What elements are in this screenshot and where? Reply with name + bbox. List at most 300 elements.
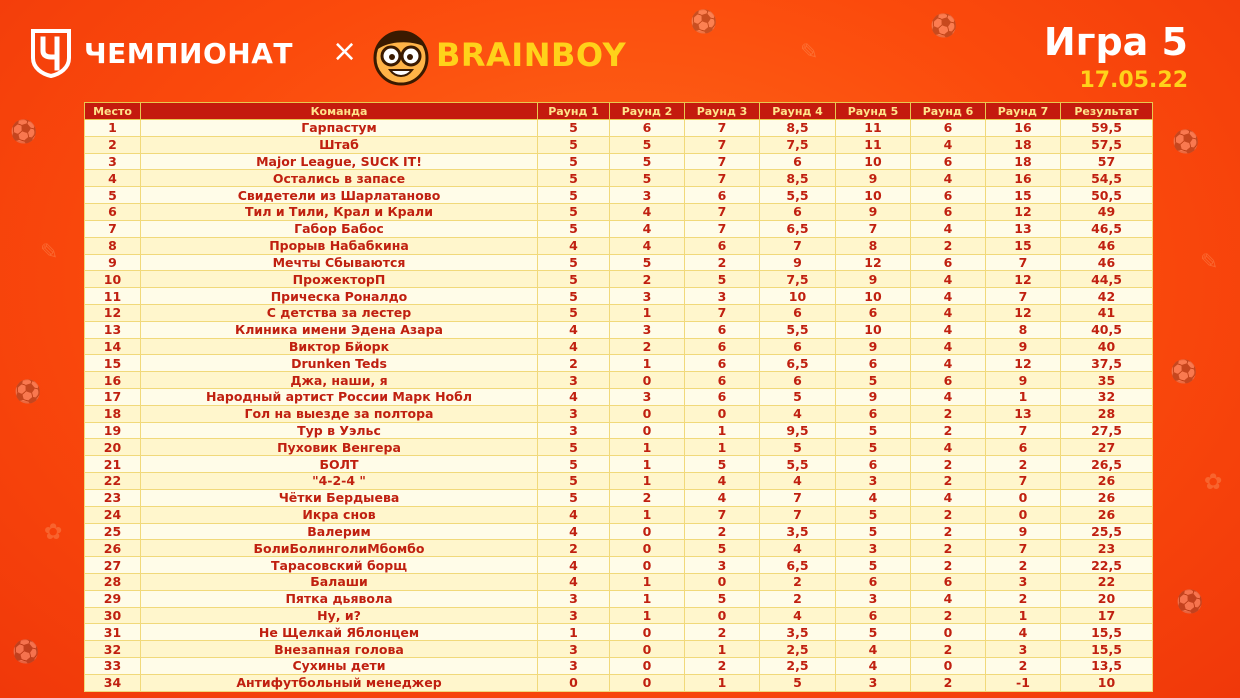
score-cell: 46 [1061,254,1153,271]
score-cell: 5 [685,540,760,557]
table-row [85,170,1153,187]
team-name-cell: Чётки Бердыева [141,489,538,506]
place-cell: 30 [85,607,141,624]
score-cell: 5 [610,136,685,153]
score-cell: 2 [911,607,986,624]
game-date: 17.05.22 [1079,68,1188,93]
team-name-cell: Виктор Бйорк [141,338,538,355]
place-cell: 4 [85,170,141,187]
score-cell: 3 [538,405,610,422]
score-cell: 4 [911,170,986,187]
score-cell: 6,5 [760,355,836,372]
score-cell: 0 [685,573,760,590]
score-cell: 1 [610,607,685,624]
place-cell: 29 [85,590,141,607]
score-cell: 3 [538,607,610,624]
score-cell: 4 [760,405,836,422]
score-cell: 13 [986,220,1061,237]
score-cell: 7 [685,170,760,187]
table-row [85,540,1153,557]
score-cell: 40 [1061,338,1153,355]
score-cell: 9 [986,338,1061,355]
team-name-cell: Свидетели из Шарлатаново [141,187,538,204]
score-cell: 2 [911,506,986,523]
score-cell: 9 [986,372,1061,389]
score-cell: 7 [836,220,911,237]
score-cell: 7 [685,204,760,221]
score-cell: 2 [911,456,986,473]
decorative-doodle: ⚽ [12,640,40,665]
score-cell: 0 [610,557,685,574]
score-cell: 10 [836,153,911,170]
column-header: Раунд 1 [538,103,610,120]
table-row [85,355,1153,372]
score-cell: 5 [610,170,685,187]
score-cell: 6 [911,254,986,271]
score-cell: 3 [836,473,911,490]
column-header: Раунд 7 [986,103,1061,120]
place-cell: 21 [85,456,141,473]
score-cell: 5 [685,271,760,288]
score-cell: 0 [610,641,685,658]
score-cell: 2 [911,540,986,557]
table-row [85,389,1153,406]
score-cell: 0 [610,422,685,439]
score-cell: 3 [610,187,685,204]
score-cell: 9,5 [760,422,836,439]
place-cell: 24 [85,506,141,523]
table-row [85,405,1153,422]
score-cell: 5 [538,120,610,137]
column-header: Раунд 2 [610,103,685,120]
score-cell: 6 [685,187,760,204]
score-cell: 5 [538,304,610,321]
team-name-cell: Мечты Сбываются [141,254,538,271]
score-cell: 27 [1061,439,1153,456]
score-cell: 6 [685,355,760,372]
score-cell: 2 [911,674,986,691]
table-row [85,321,1153,338]
score-cell: 2 [911,237,986,254]
score-cell: 12 [836,254,911,271]
team-name-cell: Клиника имени Эдена Азара [141,321,538,338]
score-cell: 6 [911,120,986,137]
team-name-cell: Балаши [141,573,538,590]
score-cell: 12 [986,304,1061,321]
table-header-row [85,103,1153,120]
score-cell: 1 [986,607,1061,624]
score-cell: 7 [685,120,760,137]
score-cell: 4 [911,288,986,305]
score-cell: 25,5 [1061,523,1153,540]
table-row [85,557,1153,574]
score-cell: 13,5 [1061,658,1153,675]
team-name-cell: Прическа Роналдо [141,288,538,305]
score-cell: 17 [1061,607,1153,624]
team-name-cell: Штаб [141,136,538,153]
team-name-cell: Габор Бабос [141,220,538,237]
score-cell: 11 [836,120,911,137]
table-row [85,523,1153,540]
team-name-cell: Прорыв Набабкина [141,237,538,254]
score-cell: 5 [538,254,610,271]
place-cell: 34 [85,674,141,691]
score-cell: 0 [610,624,685,641]
score-cell: 9 [836,389,911,406]
place-cell: 8 [85,237,141,254]
score-cell: 5 [760,439,836,456]
place-cell: 7 [85,220,141,237]
decorative-doodle: ✿ [1204,470,1223,495]
score-cell: 5 [538,489,610,506]
score-cell: 27,5 [1061,422,1153,439]
score-cell: 26 [1061,489,1153,506]
score-cell: -1 [986,674,1061,691]
score-cell: 40,5 [1061,321,1153,338]
score-cell: 6 [760,204,836,221]
score-cell: 4 [760,473,836,490]
score-cell: 5 [538,136,610,153]
score-cell: 49 [1061,204,1153,221]
score-cell: 6 [911,573,986,590]
score-cell: 3 [610,321,685,338]
score-cell: 0 [986,489,1061,506]
score-cell: 4 [538,389,610,406]
game-title: Игра 5 [1043,20,1188,64]
team-name-cell: Пуховик Венгера [141,439,538,456]
score-cell: 10 [836,288,911,305]
score-cell: 54,5 [1061,170,1153,187]
decorative-doodle: ⚽ [10,120,38,145]
score-cell: 4 [911,338,986,355]
brainboy-brand: BRAINBOY [436,36,627,74]
decorative-doodle: ⚽ [690,10,718,35]
score-cell: 5 [538,220,610,237]
score-cell: 4 [986,624,1061,641]
score-cell: 7 [986,288,1061,305]
score-cell: 3 [986,573,1061,590]
team-name-cell: Major League, SUCK IT! [141,153,538,170]
table-row [85,220,1153,237]
score-cell: 2,5 [760,658,836,675]
score-cell: 1 [685,422,760,439]
score-cell: 6 [836,405,911,422]
score-cell: 1 [538,624,610,641]
score-cell: 7 [685,136,760,153]
score-cell: 4 [538,557,610,574]
score-cell: 2 [911,405,986,422]
score-cell: 2 [610,338,685,355]
table-row [85,422,1153,439]
table-row [85,624,1153,641]
team-name-cell: "4-2-4 " [141,473,538,490]
score-cell: 1 [610,304,685,321]
score-cell: 6 [760,372,836,389]
score-cell: 3 [538,422,610,439]
score-cell: 46 [1061,237,1153,254]
score-cell: 2 [760,573,836,590]
team-name-cell: ПрожекторП [141,271,538,288]
score-cell: 0 [538,674,610,691]
score-cell: 6 [760,304,836,321]
score-cell: 5 [836,439,911,456]
score-cell: 2 [538,540,610,557]
score-cell: 4 [760,607,836,624]
column-header: Раунд 3 [685,103,760,120]
score-cell: 5 [836,422,911,439]
place-cell: 27 [85,557,141,574]
score-cell: 57 [1061,153,1153,170]
place-cell: 16 [85,372,141,389]
score-cell: 3,5 [760,624,836,641]
score-cell: 0 [610,658,685,675]
score-cell: 5 [538,473,610,490]
team-name-cell: С детства за лестер [141,304,538,321]
score-cell: 35 [1061,372,1153,389]
place-cell: 2 [85,136,141,153]
score-cell: 4 [538,321,610,338]
table-row [85,338,1153,355]
score-cell: 1 [685,439,760,456]
score-cell: 10 [836,187,911,204]
score-cell: 7 [760,489,836,506]
score-cell: 7 [986,422,1061,439]
table-row [85,658,1153,675]
score-cell: 0 [911,624,986,641]
score-cell: 2 [685,658,760,675]
score-cell: 7 [760,237,836,254]
score-cell: 2 [610,271,685,288]
score-cell: 46,5 [1061,220,1153,237]
score-cell: 5 [760,389,836,406]
score-cell: 26 [1061,506,1153,523]
score-cell: 4 [836,641,911,658]
score-cell: 1 [610,439,685,456]
score-cell: 9 [986,523,1061,540]
score-cell: 8 [986,321,1061,338]
place-cell: 28 [85,573,141,590]
score-cell: 2 [685,254,760,271]
score-cell: 5,5 [760,321,836,338]
score-cell: 6 [685,321,760,338]
score-cell: 6 [836,573,911,590]
table-row [85,187,1153,204]
score-cell: 20 [1061,590,1153,607]
score-cell: 0 [610,540,685,557]
decorative-doodle: ⚽ [1176,590,1204,615]
decorative-doodle: ⚽ [1170,360,1198,385]
score-cell: 4 [911,355,986,372]
score-cell: 18 [986,153,1061,170]
score-cell: 3 [685,557,760,574]
column-header: Раунд 6 [911,103,986,120]
score-cell: 15,5 [1061,641,1153,658]
score-cell: 12 [986,355,1061,372]
place-cell: 11 [85,288,141,305]
score-cell: 3 [538,372,610,389]
score-cell: 5,5 [760,456,836,473]
score-cell: 8,5 [760,170,836,187]
score-cell: 7 [685,220,760,237]
score-cell: 5 [538,271,610,288]
score-cell: 7 [685,304,760,321]
score-cell: 6 [911,153,986,170]
championat-brand: ЧЕМПИОНАТ [84,37,293,70]
score-cell: 2 [685,624,760,641]
score-cell: 7,5 [760,136,836,153]
score-cell: 7,5 [760,271,836,288]
score-cell: 2 [760,590,836,607]
score-cell: 37,5 [1061,355,1153,372]
score-cell: 8 [836,237,911,254]
score-cell: 4 [911,489,986,506]
column-header: Раунд 5 [836,103,911,120]
score-cell: 5 [538,170,610,187]
score-cell: 7 [760,506,836,523]
score-cell: 1 [986,389,1061,406]
team-name-cell: Остались в запасе [141,170,538,187]
score-cell: 9 [836,338,911,355]
place-cell: 6 [85,204,141,221]
place-cell: 5 [85,187,141,204]
brainboy-mascot-icon [370,22,432,86]
team-name-cell: Тарасовский борщ [141,557,538,574]
score-cell: 26 [1061,473,1153,490]
score-cell: 16 [986,120,1061,137]
score-cell: 4 [538,506,610,523]
score-cell: 5 [538,456,610,473]
decorative-doodle: ✎ [40,240,59,265]
score-cell: 0 [610,405,685,422]
table-row [85,136,1153,153]
team-name-cell: БОЛТ [141,456,538,473]
score-cell: 6,5 [760,220,836,237]
score-cell: 3 [610,288,685,305]
place-cell: 14 [85,338,141,355]
score-cell: 3 [538,590,610,607]
championat-logo-icon [30,28,72,78]
score-cell: 4 [911,304,986,321]
score-cell: 8,5 [760,120,836,137]
score-cell: 22 [1061,573,1153,590]
score-cell: 15,5 [1061,624,1153,641]
score-cell: 1 [610,456,685,473]
team-name-cell: Антифутбольный менеджер [141,674,538,691]
score-cell: 3 [685,288,760,305]
score-cell: 6 [836,456,911,473]
score-cell: 2 [911,557,986,574]
table-row [85,590,1153,607]
score-cell: 0 [986,506,1061,523]
score-cell: 12 [986,204,1061,221]
score-cell: 6 [685,389,760,406]
decorative-doodle: ✎ [800,40,819,65]
place-cell: 26 [85,540,141,557]
team-name-cell: Drunken Teds [141,355,538,372]
score-cell: 4 [685,473,760,490]
score-cell: 2 [986,590,1061,607]
score-cell: 7 [986,254,1061,271]
score-cell: 5 [538,288,610,305]
score-cell: 4 [911,220,986,237]
table-row [85,473,1153,490]
score-cell: 2 [911,473,986,490]
score-cell: 5 [685,456,760,473]
score-cell: 23 [1061,540,1153,557]
score-cell: 6 [760,153,836,170]
team-name-cell: Ну, и? [141,607,538,624]
score-cell: 7 [685,153,760,170]
score-cell: 4 [610,204,685,221]
score-cell: 1 [610,506,685,523]
score-cell: 4 [911,271,986,288]
table-row [85,372,1153,389]
team-name-cell: Народный артист России Марк Нобл [141,389,538,406]
score-cell: 12 [986,271,1061,288]
table-row [85,674,1153,691]
place-cell: 25 [85,523,141,540]
place-cell: 17 [85,389,141,406]
score-cell: 10 [760,288,836,305]
score-cell: 6 [911,372,986,389]
score-cell: 1 [685,641,760,658]
column-header: Команда [141,103,538,120]
score-cell: 9 [836,170,911,187]
place-cell: 15 [85,355,141,372]
table-body [85,120,1153,692]
place-cell: 12 [85,304,141,321]
score-cell: 6 [836,304,911,321]
score-cell: 9 [760,254,836,271]
score-cell: 4 [685,489,760,506]
table-row [85,304,1153,321]
score-cell: 6 [986,439,1061,456]
score-cell: 4 [836,489,911,506]
score-cell: 4 [538,573,610,590]
score-cell: 2 [986,658,1061,675]
score-cell: 5 [836,372,911,389]
score-cell: 4 [538,338,610,355]
place-cell: 19 [85,422,141,439]
score-cell: 2 [986,557,1061,574]
score-cell: 0 [610,674,685,691]
score-cell: 7 [986,540,1061,557]
score-cell: 3 [538,641,610,658]
place-cell: 13 [85,321,141,338]
team-name-cell: Тил и Тили, Крал и Крали [141,204,538,221]
table-row [85,506,1153,523]
place-cell: 10 [85,271,141,288]
score-cell: 1 [610,355,685,372]
score-cell: 3,5 [760,523,836,540]
score-cell: 3 [836,590,911,607]
score-cell: 2,5 [760,641,836,658]
team-name-cell: Внезапная голова [141,641,538,658]
place-cell: 1 [85,120,141,137]
table-row [85,641,1153,658]
score-cell: 5 [836,557,911,574]
decorative-doodle: ⚽ [14,380,42,405]
score-cell: 2 [538,355,610,372]
score-cell: 0 [610,372,685,389]
score-cell: 9 [836,271,911,288]
score-cell: 44,5 [1061,271,1153,288]
score-cell: 4 [911,439,986,456]
score-cell: 16 [986,170,1061,187]
score-cell: 5,5 [760,187,836,204]
team-name-cell: Пятка дьявола [141,590,538,607]
table-row [85,120,1153,137]
